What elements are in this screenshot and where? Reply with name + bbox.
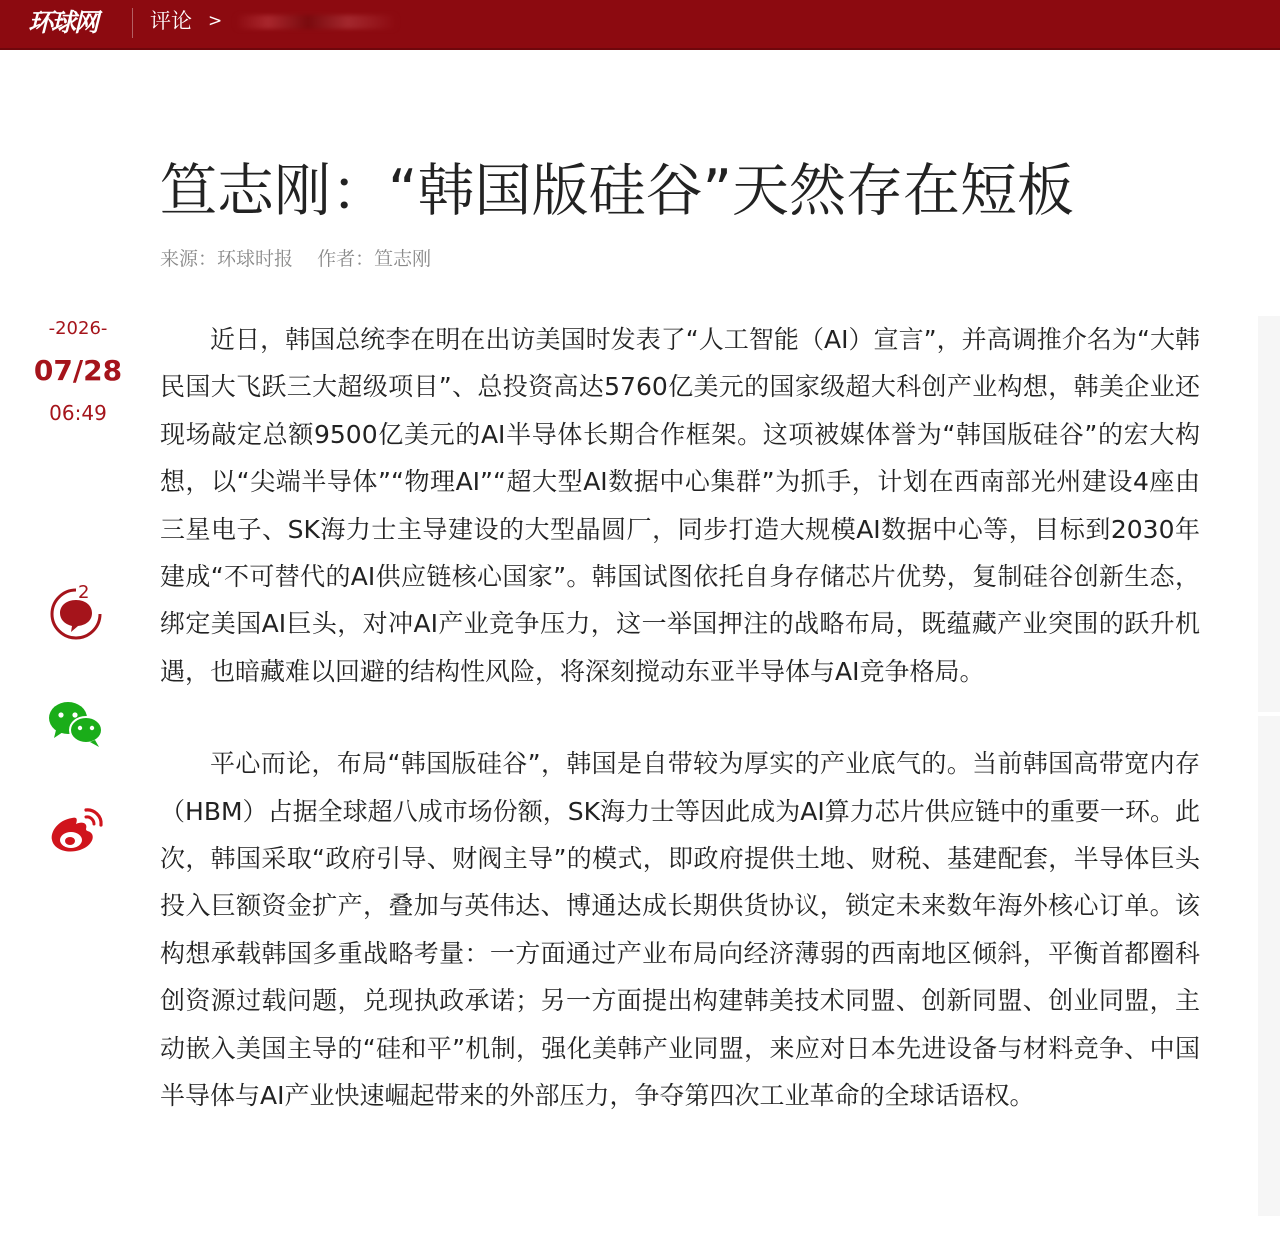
publish-date bbox=[30, 315, 126, 427]
article-author: 作者：笪志刚 bbox=[317, 248, 432, 270]
weibo-icon[interactable] bbox=[46, 804, 106, 856]
article-body bbox=[160, 316, 1200, 1165]
breadcrumb-separator: > bbox=[208, 11, 223, 31]
comment-count-badge: 2 bbox=[78, 582, 90, 603]
breadcrumb-section-link[interactable]: 评论 bbox=[150, 9, 192, 33]
publish-time: 06:49 bbox=[49, 401, 107, 425]
wechat-icon[interactable] bbox=[46, 698, 106, 750]
top-navigation-bar bbox=[0, 0, 1280, 50]
article-paragraph: 平心而论，布局“韩国版硅谷”，韩国是自带较为厚实的产业底气的。当前韩国高带宽内存（HBM）占据全球超八成市场份额，SK海力士等因此成为AI算力芯片供应链中的重要一环。此次，韩国采取“政府引导、财阀主导”的模式，即政府提供土地、财税、基建配套，半导体巨头投入巨额资金扩产，叠加与英伟达、博通达成长期供货协议，锁定未来数年海外核心订单。该构想承载韩国多重战略考量：一方面通过产业布局向经济薄弱的西南地区倾斜，平衡首都圈科创资源过载问题，兑现执政承诺；另一方面提出构建韩美技术同盟、创新同盟、创业同盟，主动嵌入美国主导的“硅和平”机制，强化美韩产业同盟，来应对日本先进设备与材料竞争、中国半导体与AI产业快速崛起带来的外部压力，争夺第四次工业革命的全球话语权。 bbox=[160, 749, 1200, 1111]
comment-icon-graphic bbox=[46, 584, 106, 644]
right-sidebar-edge bbox=[1258, 716, 1280, 1216]
article-meta bbox=[160, 244, 449, 274]
right-sidebar-edge bbox=[1258, 316, 1280, 712]
weibo-icon-graphic bbox=[46, 804, 106, 856]
wechat-icon-graphic bbox=[46, 698, 106, 750]
nav-divider bbox=[132, 8, 133, 38]
page-title: 笪志刚：“韩国版硅谷”天然存在短板 bbox=[160, 158, 1075, 225]
publish-month-day: 07/28 bbox=[33, 354, 123, 387]
breadcrumb-blurred-item bbox=[236, 15, 396, 29]
article-source: 来源：环球时报 bbox=[160, 248, 294, 270]
publish-year: -2026- bbox=[48, 318, 108, 339]
article-paragraph: 近日，韩国总统李在明在出访美国时发表了“人工智能（AI）宣言”，并高调推介名为“大韩民国大飞跃三大超级项目”、总投资高达5760亿美元的国家级超大科创产业构想，韩美企业还现场敲定总额9500亿美元的AI半导体长期合作框架。这项被媒体誉为“韩国版硅谷”的宏大构想，以“尖端半导体”“物理AI”“超大型AI数据中心集群”为抓手，计划在西南部光州建设4座由三星电子、SK海力士主导建设的大型晶圆厂，同步打造大规模AI数据中心等，目标到2030年建成“不可替代的AI供应链核心国家”。韩国试图依托自身存储芯片优势，复制硅谷创新生态，绑定美国AI巨头，对冲AI产业竞争压力，这一举国押注的战略布局，既蕴藏产业突围的跃升机遇，也暗藏难以回避的结构性风险，将深刻搅动东亚半导体与AI竞争格局。 bbox=[160, 325, 1200, 686]
comment-icon[interactable] bbox=[46, 584, 106, 644]
site-logo[interactable]: 环球网 bbox=[28, 8, 98, 37]
